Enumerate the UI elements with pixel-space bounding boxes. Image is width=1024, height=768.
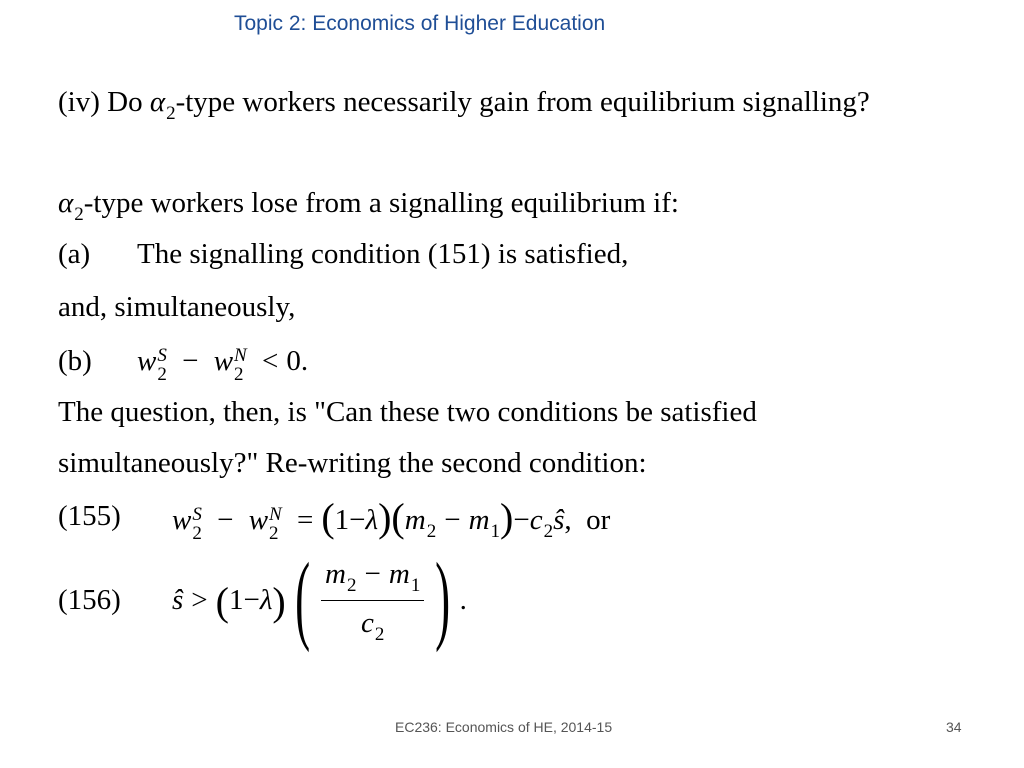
alpha-subscript: 2	[74, 204, 84, 225]
item-a-label: (a)	[58, 238, 91, 270]
alpha-subscript: 2	[166, 103, 176, 124]
alpha-symbol: α	[149, 86, 166, 118]
alpha-symbol: α	[58, 187, 74, 219]
item-b-label: (b)	[58, 345, 92, 377]
question-line	[58, 84, 870, 124]
question-suffix: -type workers necessarily gain from equilibrium signalling?	[175, 86, 870, 118]
fraction: $\frac{m_2 - m_1}{c_2}$	[321, 556, 424, 645]
connector-text: and, simultaneously,	[58, 291, 296, 323]
equation-156: ŝ > ( 1 − λ ) ( $\frac{m_2 - m_1}{c_2}$ ) .	[172, 542, 467, 653]
slide-header-title: Topic 2: Economics of Higher Education	[234, 12, 606, 35]
equation-155-label: (155)	[58, 500, 121, 532]
paragraph-line-2: simultaneously?" Re-writing the second condition:	[58, 447, 647, 479]
statement-line	[58, 185, 679, 225]
footer-course: EC236: Economics of HE, 2014-15	[395, 719, 613, 735]
item-b-rhs: 0.	[286, 345, 309, 377]
equation-155: w S 2 − w N 2 = $(1-\lambda)(m_2$ − $m_1)-c_2ŝ$, or	[172, 495, 611, 545]
question-prefix: (iv) Do	[58, 86, 143, 118]
item-a-text: The signalling condition (151) is satisfied,	[137, 238, 629, 270]
equation-156-label: (156)	[58, 584, 121, 616]
item-b-formula: w S 2 − w N 2 < 0.	[137, 345, 309, 386]
equation-155-trailing: or	[586, 504, 611, 536]
paragraph-line-1: The question, then, is "Can these two conditions be satisfied	[58, 396, 757, 428]
statement-suffix: -type workers lose from a signalling equilibrium if:	[83, 187, 679, 219]
footer-page-number: 34	[946, 719, 962, 735]
equation-156-trailing: .	[459, 584, 467, 616]
